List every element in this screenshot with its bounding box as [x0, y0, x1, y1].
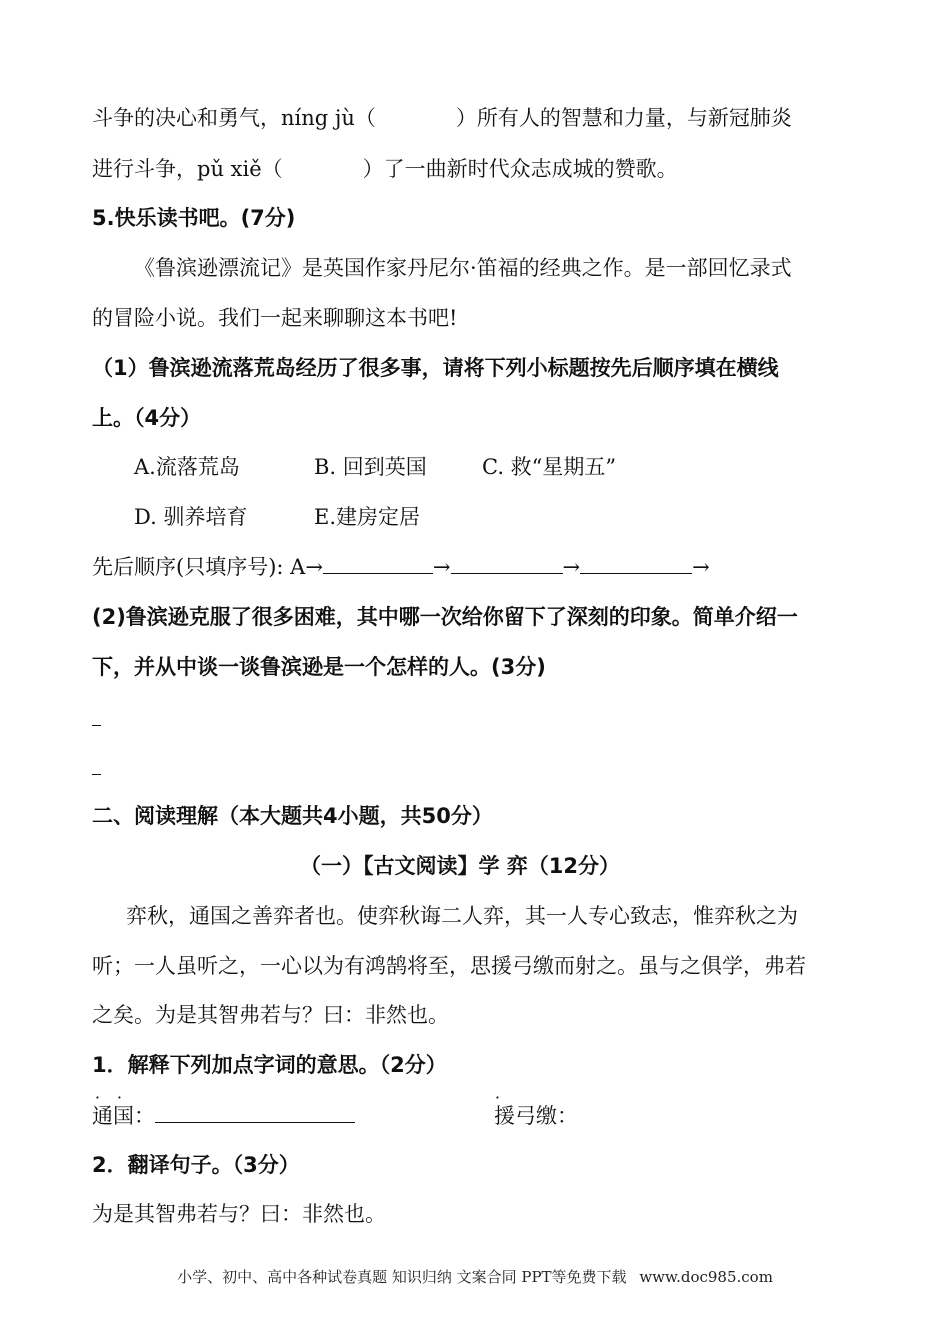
- line1-part-b: ）所有人的智慧和力量，与新冠肺炎: [455, 106, 792, 130]
- question-5-2-line-1: (2)鲁滨逊克服了很多困难，其中哪一次给你留下了深刻的印象。简单介绍一: [92, 605, 798, 629]
- answer-line-1[interactable]: [92, 725, 101, 726]
- passage-title: （一）【古文阅读】学 弈（12分）: [300, 854, 621, 878]
- emphasis-dot: ．: [495, 1083, 512, 1102]
- order-blank-3[interactable]: [580, 553, 692, 574]
- order-blank-2[interactable]: [451, 553, 563, 574]
- emphasis-dot: ．: [95, 1083, 112, 1102]
- question-5-1-line-2: 上。（4分）: [92, 406, 202, 430]
- question-5-1-line-1: （1）鲁滨逊流落荒岛经历了很多事，请将下列小标题按先后顺序填在横线: [92, 356, 779, 380]
- item-a-answer-blank[interactable]: [155, 1102, 355, 1123]
- option-b: B. 回到英国: [314, 455, 427, 479]
- question-1-item-b: [494, 1102, 578, 1130]
- order-blank-1[interactable]: [323, 553, 433, 574]
- text-line-1: [92, 104, 792, 132]
- question-2-sentence: 为是其智弗若与？曰：非然也。: [92, 1202, 386, 1226]
- question-5-title: 5.快乐读书吧。(7分): [92, 206, 296, 230]
- answer-line-2[interactable]: [92, 774, 101, 775]
- option-a: A.流落荒岛: [134, 455, 240, 479]
- passage-line-2: 听；一人虽听之，一心以为有鸿鹄将至，思援弓缴而射之。虽与之俱学，弗若: [92, 954, 806, 978]
- question-5-intro-1: 《鲁滨逊漂流记》是英国作家丹尼尔·笛福的经典之作。是一部回忆录式: [134, 256, 792, 280]
- footer-text: 小学、初中、高中各种试卷真题 知识归纳 文案合同 PPT等免费下载: [177, 1268, 627, 1286]
- option-c: C. 救“星期五”: [482, 455, 617, 479]
- arrow-icon: →: [692, 555, 710, 579]
- question-5-2-line-2: 下，并从中谈一谈鲁滨逊是一个怎样的人。(3分): [92, 655, 546, 679]
- passage-line-3: 之矣。为是其智弗若与？曰：非然也。: [92, 1003, 449, 1027]
- question-1-item-a: [92, 1102, 355, 1130]
- page-footer: [0, 1266, 950, 1287]
- line2-part-b: ）了一曲新时代众志成城的赞歌。: [362, 157, 678, 181]
- footer-site-link[interactable]: www.doc985.com: [639, 1268, 773, 1286]
- arrow-icon: →: [562, 555, 581, 579]
- option-e: E.建房定居: [314, 505, 421, 529]
- text-line-2: [92, 155, 678, 183]
- passage-line-1: 弈秋，通国之善弈者也。使弈秋诲二人弈，其一人专心致志，惟弈秋之为: [126, 904, 798, 928]
- section-2-heading: 二、阅读理解（本大题共4小题，共50分）: [92, 804, 493, 828]
- question-1-title: 1．解释下列加点字词的意思。（2分）: [92, 1053, 447, 1077]
- line2-part-a: 进行斗争，pǔ xiě（: [92, 157, 283, 181]
- item-b-label: 援弓缴：: [494, 1104, 578, 1128]
- emphasis-dot: ．: [117, 1083, 134, 1102]
- option-d: D. 驯养培育: [134, 505, 248, 529]
- order-line: [92, 553, 710, 581]
- question-5-intro-2: 的冒险小说。我们一起来聊聊这本书吧!: [92, 306, 458, 330]
- line1-part-a: 斗争的决心和勇气，níng jù（: [92, 106, 376, 130]
- question-2-title: 2．翻译句子。（3分）: [92, 1153, 300, 1177]
- order-label: 先后顺序(只填序号): A: [92, 555, 306, 579]
- item-a-label: 通国：: [92, 1104, 155, 1128]
- arrow-icon: →: [305, 555, 323, 579]
- arrow-icon: →: [432, 555, 451, 579]
